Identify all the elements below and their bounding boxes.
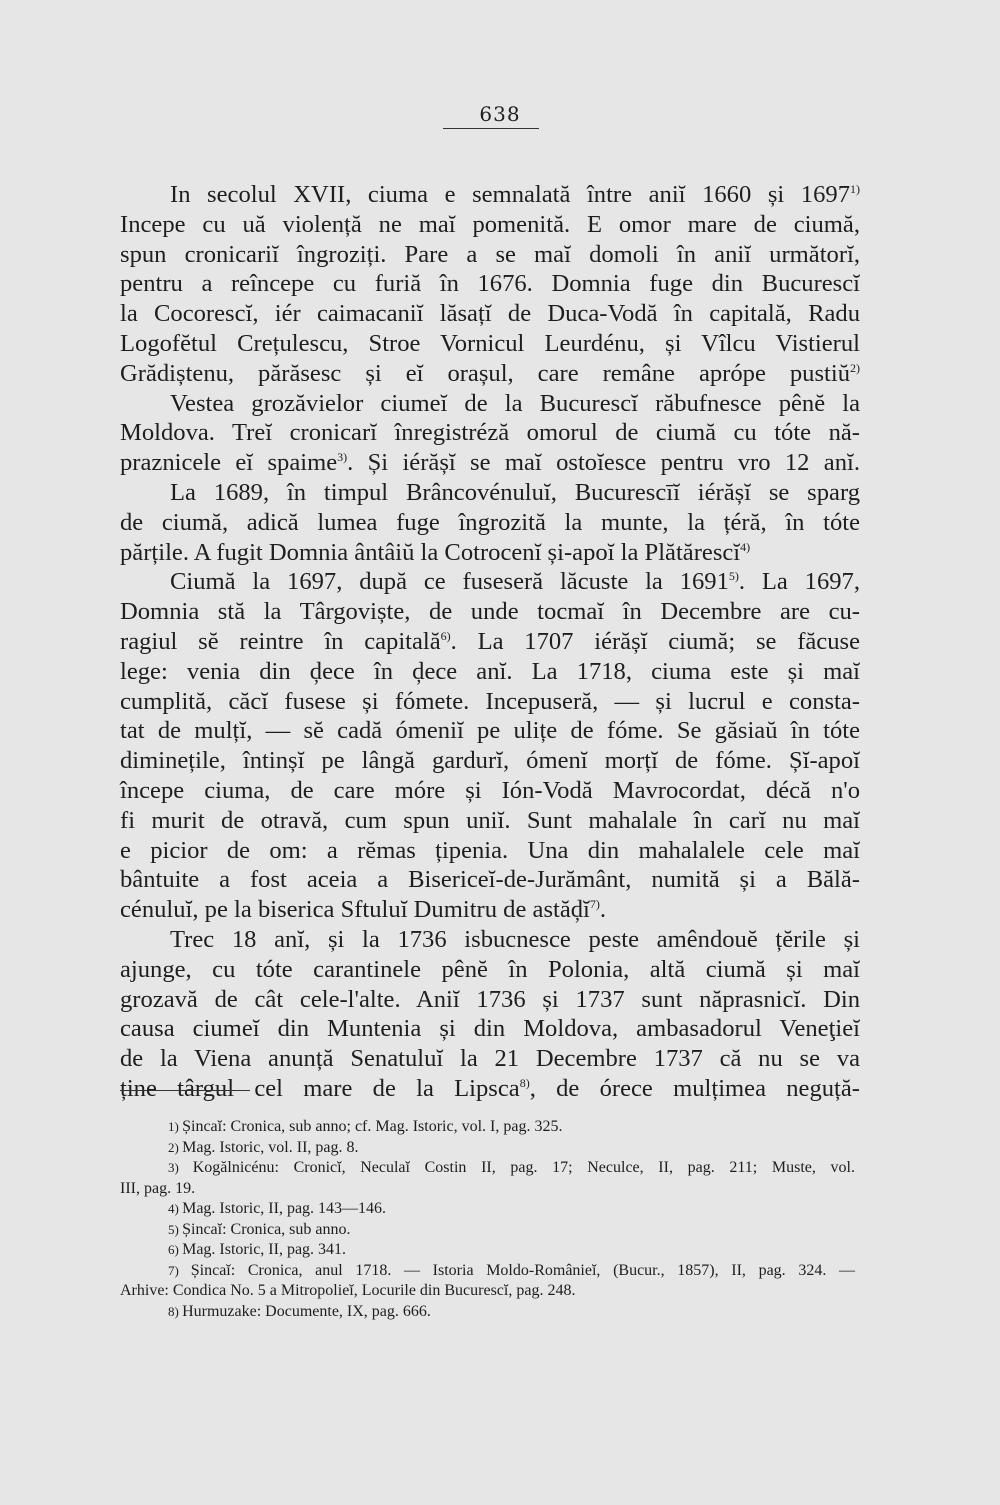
footnote-text: Arhive: Condica No. 5 a Mitropolieĭ, Locurile din Bucurescĭ, pag. 248. (120, 1282, 576, 1299)
footnote (120, 1179, 855, 1200)
body-line (120, 448, 860, 478)
footnote (120, 1281, 855, 1302)
footnote-marker: 8) (519, 1075, 530, 1090)
footnote-marker: 5) (728, 569, 739, 584)
body-line (120, 687, 860, 717)
footnote-number: 7) (168, 1262, 191, 1278)
footnote (120, 1240, 855, 1261)
body-line-text: Vestea grozăvielor ciumeĭ de la Bucurescĭ răbufnesce pênĕ la (170, 389, 860, 417)
footnote-text: Hurmuzake: Documente, IX, pag. 666. (182, 1302, 431, 1320)
body-line-text: de la Viena anunță Senatuluĭ la 21 Decembre 1737 că nu se va (120, 1045, 860, 1073)
footnote-number: 6) (168, 1242, 183, 1257)
body-line-text: spun cronicariĭ îngroziți. Pare a se maĭ domoli în aniĭ următorĭ, (120, 240, 860, 268)
footnote-text: Kogălnicénu: Cronicĭ, Neculaĭ Costin II, pag. 17; Neculce, II, pag. 211; Muste, vol. (192, 1159, 855, 1176)
footnote-marker: 2) (850, 360, 860, 375)
body-line-text: tat de mulțĭ, — sĕ cadă ómeniĭ pe ulițe de fóme. Se găsiaŭ în tóte (120, 717, 860, 745)
body-line-text: Trec 18 anĭ, și la 1736 isbucnesce peste amêndouĕ țĕrile și (170, 925, 860, 953)
body-line-text: începe ciuma, de care móre și Ión-Vodă Mavrocordat, décă n'o (120, 776, 860, 804)
footnote (120, 1302, 855, 1323)
body-line-text: cumplită, căcĭ fusese și fómete. Incepuseră, — și lucrul e consta- (120, 687, 860, 715)
footnote-marker: 1) (850, 182, 860, 196)
body-line-text: Domnia stă la Târgoviște, de unde tocmaĭ în Decembre are cu- (120, 598, 860, 626)
body-line (120, 597, 860, 627)
body-line-text-after: . La 1697, (738, 568, 860, 596)
body-line (120, 1044, 860, 1074)
body-line (120, 538, 860, 568)
footnote-text: Mag. Istoric, II, pag. 143—146. (182, 1200, 387, 1217)
body-line (120, 836, 860, 866)
body-line (120, 210, 860, 240)
footnote-marker: 6) (440, 628, 451, 643)
footnote-text: Șincaĭ: Cronica, anul 1718. — Istoria Moldo-Românieĭ, (Bucur., 1857), II, pag. 324. — (190, 1261, 855, 1279)
body-line (120, 329, 860, 359)
footnote-text: Șincaĭ: Cronica, sub anno. (182, 1220, 351, 1238)
body-line (120, 299, 860, 329)
body-line-text: lege: venia din ḑece în ḑece anĭ. La 1718, ciuma este și maĭ (120, 657, 860, 685)
body-line-text: La 1689, în timpul Brâncovénuluĭ, Bucurescīĭ iérășĭ se sparg (170, 478, 860, 506)
footnote-text: Șincaĭ: Cronica, sub anno; cf. Mag. Istoric, vol. I, pag. 325. (182, 1118, 563, 1135)
page-number: 638 (479, 102, 521, 126)
footnote-marker: 4) (740, 539, 751, 554)
body-line-text: ragiul sĕ reintre în capitală (120, 627, 441, 655)
body-line-text: In secolul XVII, ciuma e semnalată între aniĭ 1660 și 1697 (170, 181, 850, 208)
body-line (120, 389, 860, 419)
footnote (120, 1199, 855, 1220)
footnote-marker: 7) (589, 897, 600, 912)
body-line-text: diminețile, întinșĭ pe lângă gardurĭ, ómenĭ morțĭ de fóme. Șĭ-apoĭ (120, 747, 860, 775)
body-line (120, 985, 860, 1015)
body-line (120, 806, 860, 836)
footnote-text: III, pag. 19. (120, 1179, 196, 1197)
footnote (120, 1220, 855, 1241)
body-line-text: fi murit de otravă, cum spun uniĭ. Sunt mahalale în carĭ nu maĭ (120, 806, 860, 834)
footnote-number: 8) (168, 1303, 183, 1319)
body-line (120, 478, 860, 508)
body-line (120, 269, 860, 299)
body-line-text: ține târgul cel mare de la Lipsca (120, 1074, 520, 1102)
body-line-text-after: . (599, 896, 607, 924)
body-line-text: bântuite a fost aceia a Bisericeĭ-de-Jurământ, numită și a Bălă- (120, 866, 860, 894)
body-line-text: cénuluĭ, pe la biserica Sftuluĭ Dumitru de astăḑĭ (120, 896, 590, 924)
body-line (120, 1014, 860, 1044)
body-line-text: de ciumă, adică lumea fuge îngrozită la munte, la țéră, în tóte (120, 508, 860, 536)
body-line-text: părțile. A fugit Domnia ântâiŭ la Cotrocenĭ și-apoĭ la Plătărescĭ (120, 538, 741, 566)
body-line-text: causa ciumeĭ din Muntenia și din Moldova, ambasadorul Veneţieĭ (120, 1015, 860, 1043)
footnotes (120, 1117, 855, 1322)
footnote-number: 1) (168, 1119, 183, 1134)
body-line (120, 746, 860, 776)
body-line-text: la Cocorescĭ, iér caimacaniĭ lăsațĭ de Duca-Vodă în capitală, Radu (120, 300, 860, 328)
page-number-rule (443, 128, 539, 129)
footnote-marker: 3) (337, 450, 348, 465)
body-line (120, 240, 860, 270)
body-line-text: e picior de om: a rĕmas țipenia. Una din mahalalele cele maĭ (120, 836, 860, 864)
footnote (120, 1138, 855, 1159)
body-line (120, 1074, 860, 1104)
footnote-number: 4) (168, 1201, 183, 1216)
footnote (120, 1158, 855, 1179)
footnote-text: Mag. Istoric, vol. II, pag. 8. (182, 1138, 359, 1156)
body-line (120, 925, 860, 955)
body-line (120, 955, 860, 985)
body-line-text-after: . La 1707 iérășĭ ciumă; se făcuse (450, 627, 860, 655)
body-line (120, 359, 860, 389)
body-line (120, 865, 860, 895)
body-line-text: grozavă de cât cele-l'alte. Aniĭ 1736 și 1737 sunt năprasnicĭ. Din (120, 985, 860, 1013)
body-line (120, 716, 860, 746)
footnote-number: 2) (168, 1139, 183, 1155)
body-line-text: Grădiștenu, părăsesc și eĭ orașul, care remâne aprópe pustiŭ (120, 359, 850, 387)
footnote (120, 1117, 855, 1138)
body-line (120, 418, 860, 448)
footnote-divider (120, 1090, 250, 1091)
body-line-text: pentru a reîncepe cu furiă în 1676. Domnia fuge din Bucurescĭ (120, 270, 860, 298)
body-line-text: praznicele eĭ spaime (120, 449, 338, 477)
footnote-number: 5) (168, 1221, 183, 1237)
body-line-text: Incepe cu uă violență ne maĭ pomenită. E omor mare de ciumă, (120, 210, 860, 238)
footnote-text: Mag. Istoric, II, pag. 341. (182, 1241, 347, 1258)
body-line (120, 895, 860, 925)
body-line (120, 508, 860, 538)
footnote-number: 3) (168, 1160, 193, 1175)
footnote (120, 1261, 855, 1282)
body-text (120, 180, 860, 1104)
body-line (120, 776, 860, 806)
body-line-text: Logofĕtul Crețulescu, Stroe Vornicul Leurdénu, și Vîlcu Vistierul (120, 329, 860, 357)
body-line (120, 627, 860, 657)
body-line-text-after: . Și iérășĭ se maĭ ostoĭesce pentru vro 12 anĭ. (347, 449, 860, 477)
body-line-text: Moldova. Treĭ cronicarĭ înregistréză omorul de ciumă cu tóte nă- (120, 419, 860, 447)
body-line (120, 180, 860, 210)
body-line-text-after: , de órece mulțimea neguță- (529, 1074, 860, 1102)
body-line-text: ajunge, cu tóte carantinele pênĕ în Polonia, altă ciumă și maĭ (120, 955, 860, 983)
body-line (120, 657, 860, 687)
body-line-text: Ciumă la 1697, după ce fuseseră lăcuste la 1691 (170, 568, 729, 596)
body-line (120, 567, 860, 597)
